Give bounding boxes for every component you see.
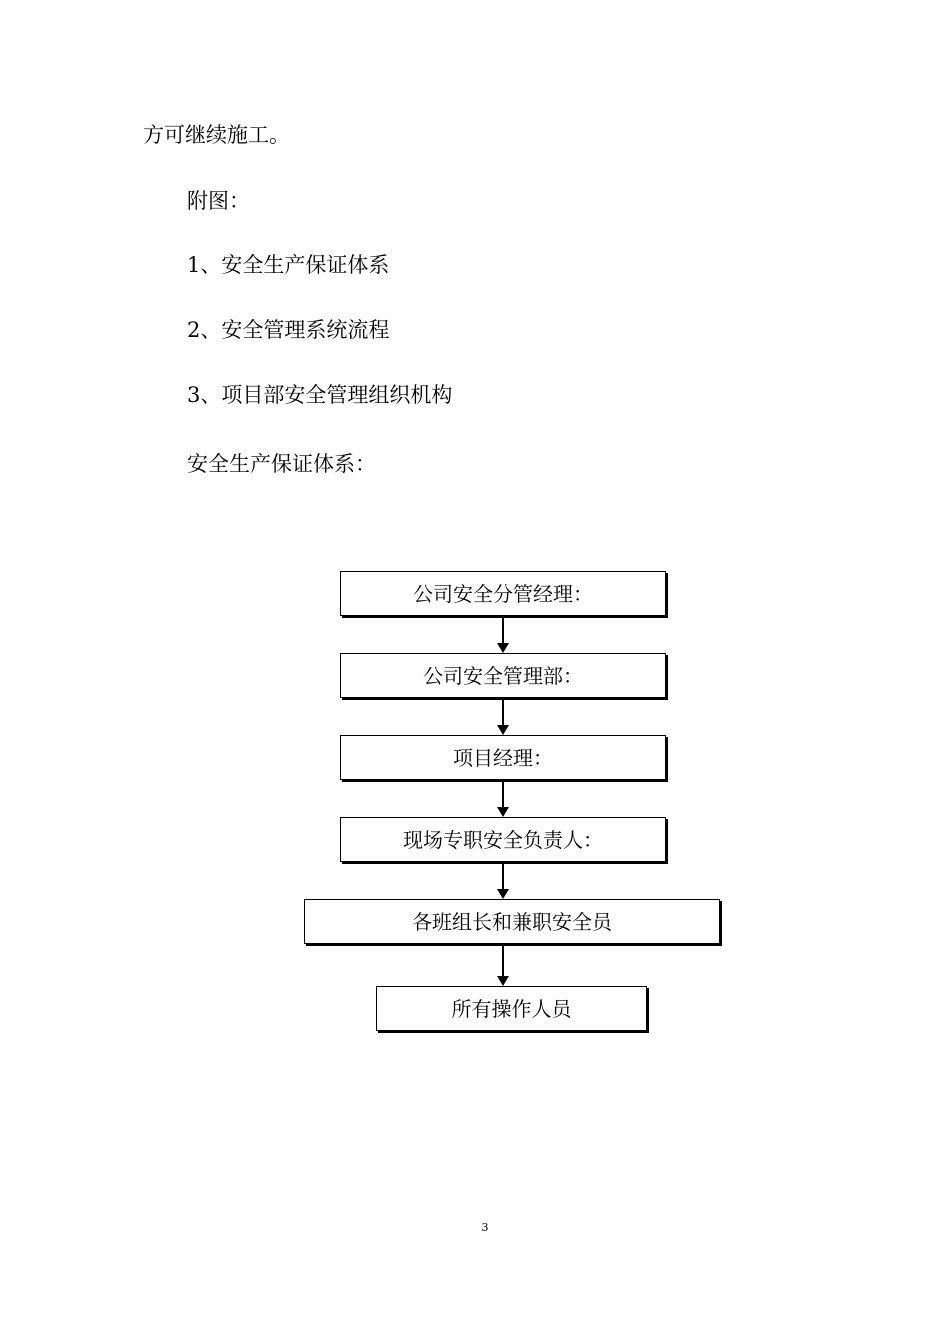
flow-box-team-leaders [304,899,720,944]
section-heading-safety-system: 安全生产保证体系： [187,452,376,476]
flow-box-label: 公司安全分管经理： [413,581,593,606]
flow-box-label: 各班组长和兼职安全员 [412,909,612,934]
flow-box-label: 公司安全管理部： [423,663,583,688]
page-number: 3 [481,1221,489,1234]
arrow-down-icon [497,862,509,899]
flow-box-label: 所有操作人员 [451,996,572,1021]
arrow-down-icon [497,944,509,986]
arrow-down-icon [497,698,509,735]
flow-box-label: 现场专职安全负责人： [403,827,603,852]
flow-box-all-operators [376,986,647,1031]
list-item-organization: 3、项目部安全管理组织机构 [187,383,453,407]
flow-box-label: 项目经理： [453,745,553,770]
flow-box-project-manager [340,735,666,780]
list-item-safety-system: 1、安全生产保证体系 [187,253,390,277]
flow-box-company-safety-department [340,653,666,698]
list-item-management-flow: 2、安全管理系统流程 [187,318,390,342]
flow-box-company-safety-manager [340,571,666,616]
flow-box-site-safety-officer [340,817,666,862]
paragraph-attachment-heading: 附图： [187,189,250,213]
arrow-down-icon [497,780,509,817]
arrow-down-icon [497,616,509,653]
paragraph-continuation: 方可继续施工。 [143,123,290,147]
